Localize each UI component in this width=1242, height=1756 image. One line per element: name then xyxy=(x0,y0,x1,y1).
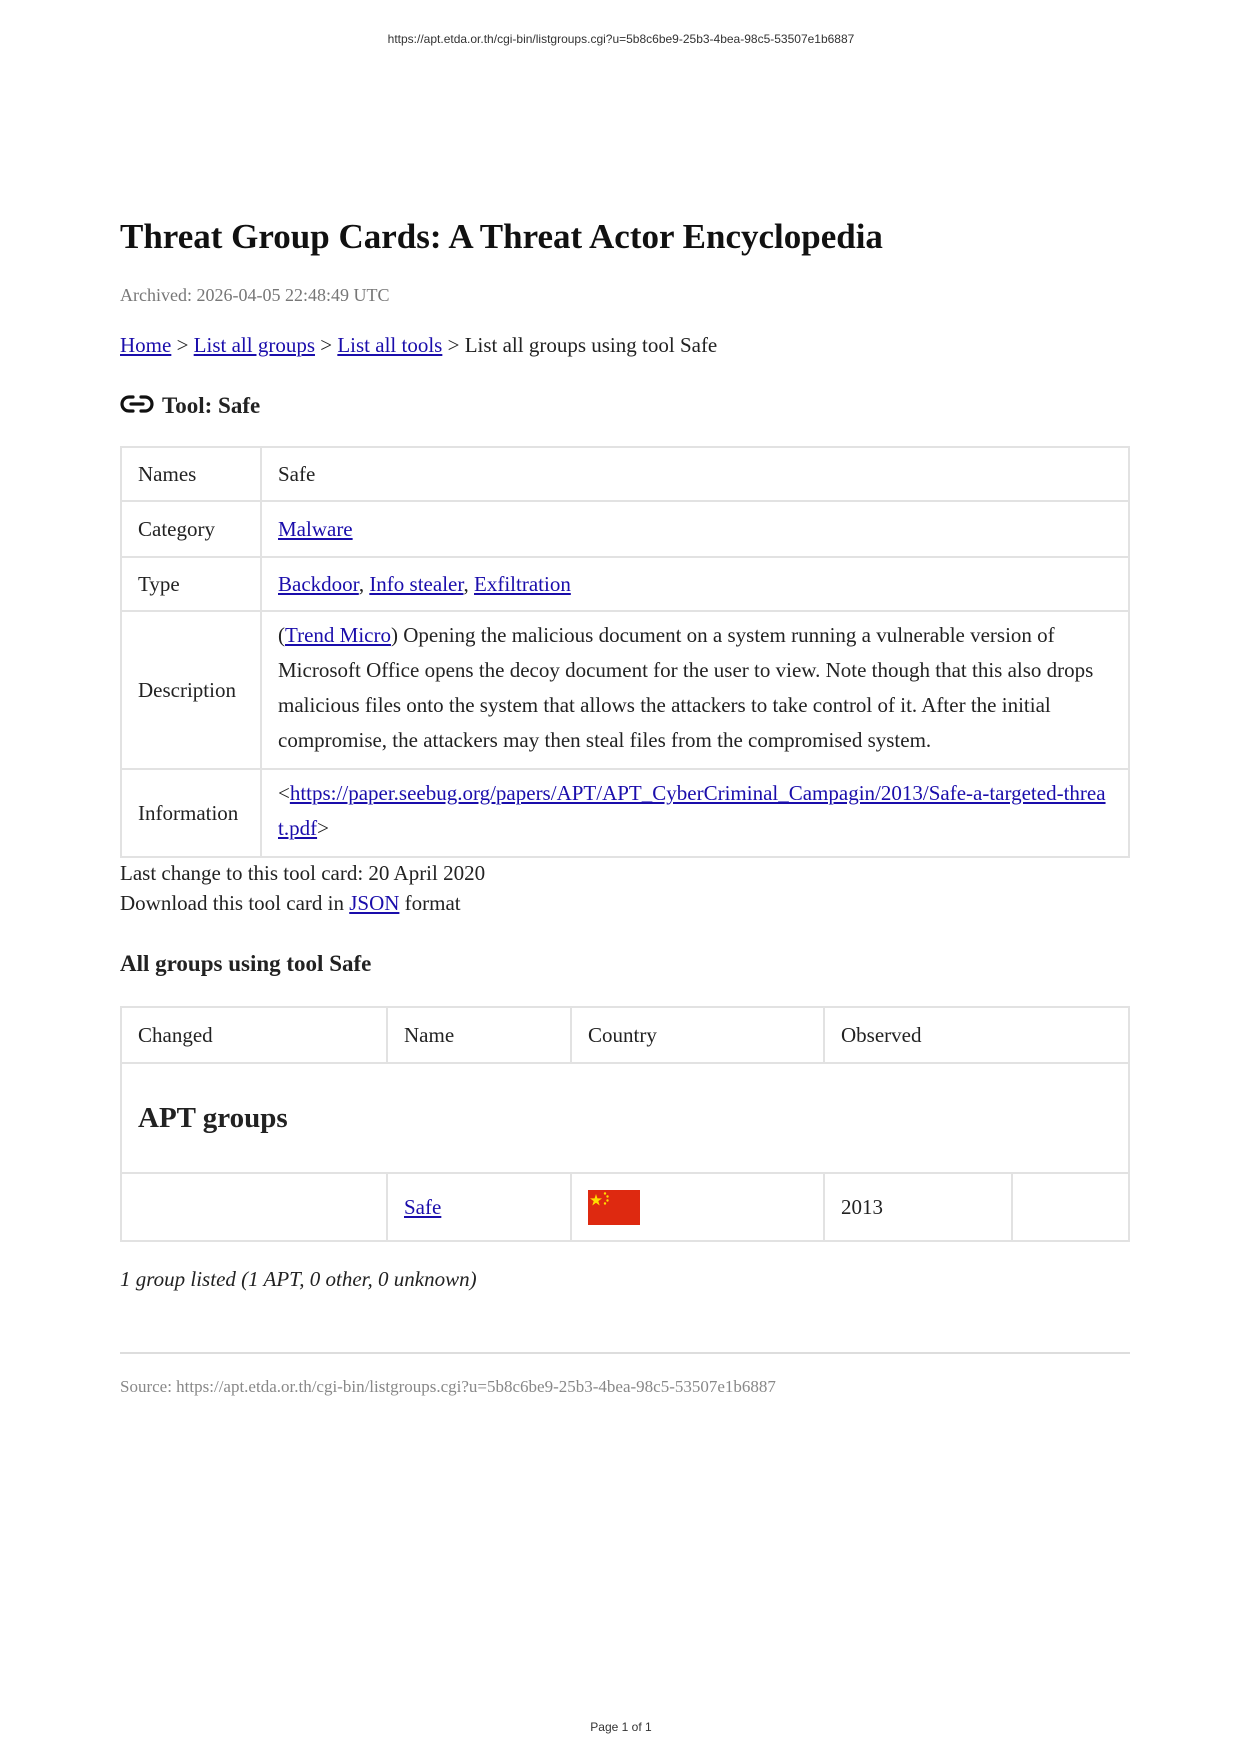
information-link[interactable]: https://paper.seebug.org/papers/APT/APT_CyberCriminal_Campagin/2013/Safe-a-targeted-threat.pdf xyxy=(278,781,1106,840)
column-header-name: Name xyxy=(387,1007,571,1063)
tool-heading-text: Tool: Safe xyxy=(162,393,261,418)
apt-groups-row xyxy=(121,1063,1129,1173)
last-change-text: Last change to this tool card: 20 April 2020 xyxy=(120,861,486,885)
type-link-info-stealer[interactable]: Info stealer xyxy=(369,571,464,596)
groups-table xyxy=(120,1006,1130,1242)
table-row xyxy=(121,557,1129,611)
print-header-url: https://apt.etda.or.th/cgi-bin/listgroups.cgi?u=5b8c6be9-25b3-4bea-98c5-53507e1b6887 xyxy=(387,32,855,46)
information-label: Information xyxy=(121,769,261,857)
category-cell xyxy=(261,501,1129,557)
breadcrumb-separator: > xyxy=(320,333,333,357)
description-label: Description xyxy=(121,611,261,769)
group-observed-cell: 2013 xyxy=(824,1173,1012,1241)
footer-divider xyxy=(120,1352,1130,1354)
type-separator: , xyxy=(358,571,370,596)
category-link-malware[interactable]: Malware xyxy=(278,516,353,541)
names-label: Names xyxy=(121,447,261,501)
main-content xyxy=(120,212,1130,1400)
source-url: Source: https://apt.etda.or.th/cgi-bin/listgroups.cgi?u=5b8c6be9-25b3-4bea-98c5-53507e1b6887 xyxy=(120,1377,776,1396)
group-link-safe[interactable]: Safe xyxy=(404,1194,442,1219)
table-row xyxy=(121,611,1129,769)
breadcrumb-tools-link[interactable]: List all tools xyxy=(337,333,443,357)
column-header-changed: Changed xyxy=(121,1007,387,1063)
apt-groups-heading: APT groups xyxy=(121,1063,1129,1173)
breadcrumb xyxy=(120,330,1130,360)
page-number: Page 1 of 1 xyxy=(590,1720,652,1734)
tool-info-table xyxy=(120,446,1130,858)
description-open-paren: ( xyxy=(278,623,285,647)
link-icon xyxy=(120,394,154,414)
table-row xyxy=(121,447,1129,501)
type-link-exfiltration[interactable]: Exfiltration xyxy=(474,571,571,596)
table-row xyxy=(121,769,1129,857)
tool-heading xyxy=(120,390,1130,422)
groups-section-heading: All groups using tool Safe xyxy=(120,951,372,976)
breadcrumb-groups-link[interactable]: List all groups xyxy=(193,333,315,357)
description-text: ) Opening the malicious document on a system running a vulnerable version of Microsoft Office opens the decoy document for the user to view. Note though that this also drops malicious files onto the system that allows the attackers to take control of it. After the initial compromise, the attackers may then steal files from the compromised system. xyxy=(278,623,1094,752)
breadcrumb-separator: > xyxy=(447,333,460,357)
information-cell xyxy=(261,769,1129,857)
archived-timestamp: Archived: 2026-04-05 22:48:49 UTC xyxy=(120,285,390,305)
download-suffix: format xyxy=(399,891,461,915)
china-flag-icon xyxy=(588,1190,640,1225)
names-value: Safe xyxy=(261,447,1129,501)
type-cell xyxy=(261,557,1129,611)
table-header-row xyxy=(121,1007,1129,1063)
table-row xyxy=(121,501,1129,557)
table-row xyxy=(121,1173,1129,1241)
information-close-bracket: > xyxy=(317,816,329,840)
description-source-link[interactable]: Trend Micro xyxy=(285,623,391,647)
breadcrumb-separator: > xyxy=(176,333,189,357)
json-download-link[interactable]: JSON xyxy=(349,891,400,915)
download-line xyxy=(120,888,1130,918)
category-label: Category xyxy=(121,501,261,557)
group-changed-cell xyxy=(121,1173,387,1241)
type-link-backdoor[interactable]: Backdoor xyxy=(278,571,359,596)
group-name-cell xyxy=(387,1173,571,1241)
information-open-bracket: < xyxy=(278,781,290,805)
breadcrumb-home-link[interactable]: Home xyxy=(120,333,172,357)
column-header-observed: Observed xyxy=(824,1007,1129,1063)
download-prefix: Download this tool card in xyxy=(120,891,350,915)
page-title: Threat Group Cards: A Threat Actor Encyclopedia xyxy=(120,217,883,256)
group-extra-cell xyxy=(1012,1173,1129,1241)
description-cell xyxy=(261,611,1129,769)
type-separator: , xyxy=(463,571,475,596)
column-header-country: Country xyxy=(571,1007,824,1063)
type-label: Type xyxy=(121,557,261,611)
group-country-cell xyxy=(571,1173,824,1241)
breadcrumb-current: List all groups using tool Safe xyxy=(464,333,718,357)
groups-summary: 1 group listed (1 APT, 0 other, 0 unknown) xyxy=(120,1267,477,1291)
